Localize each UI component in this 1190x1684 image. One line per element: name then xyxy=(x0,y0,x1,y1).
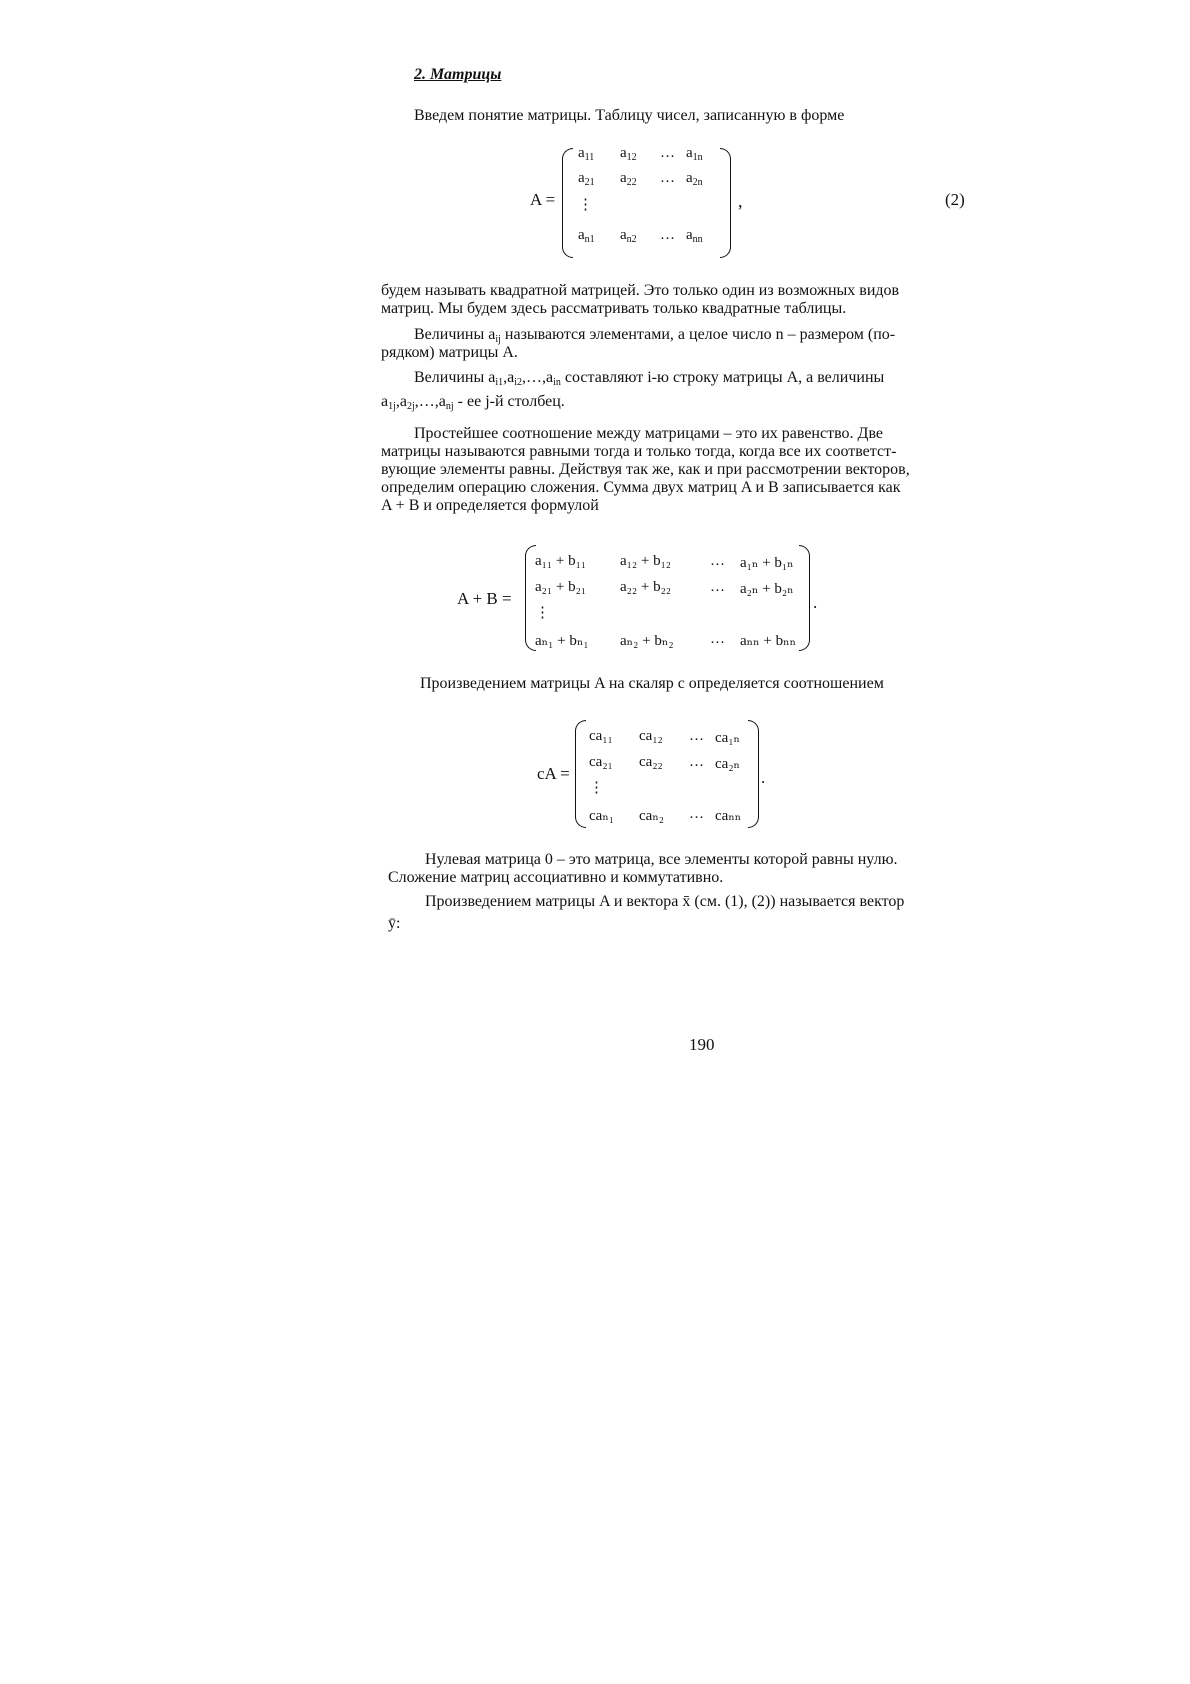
paragraph-6 xyxy=(388,851,993,887)
paragraph-6-line-2: Сложение матриц ассоциативно и коммутативно. xyxy=(388,869,724,886)
paragraph-4 xyxy=(381,425,984,515)
matrix-a-right-bracket xyxy=(720,148,731,258)
matrix-scalar-period: . xyxy=(761,768,766,787)
paragraph-2-text-a: Величины a xyxy=(414,326,496,343)
paragraph-1-line-1: будем называть квадратной матрицей. Это только один из возможных видов xyxy=(381,282,900,299)
matrix-sum-cell: aₙ₁ + bₙ₁ xyxy=(535,633,589,649)
row-elements-expression: $a_{i1},a_{i2},\dots,a_{in}$ xyxy=(488,369,561,388)
matrix-sum-formula xyxy=(455,543,835,655)
matrix-sum-cell: … xyxy=(710,553,725,569)
matrix-sum-cell: a₁₂ + b₁₂ xyxy=(620,553,672,569)
matrix-a-cell: $a_{1n}$ xyxy=(686,145,703,163)
paragraph-4-line-5: A + B и определяется формулой xyxy=(381,497,599,514)
paragraph-7 xyxy=(388,893,993,933)
page-number: 190 xyxy=(689,1035,715,1054)
matrix-sum-cell: aₙₙ + bₙₙ xyxy=(740,633,797,649)
paragraph-5: Произведением матрицы A на скаляр c определяется соотношением xyxy=(420,675,884,692)
matrix-a-cell: $a_{n2}$ xyxy=(620,227,637,245)
paragraph-3 xyxy=(381,369,984,411)
matrix-a-formula xyxy=(520,145,1040,265)
matrix-scalar-formula xyxy=(537,718,797,830)
equation-number: (2) xyxy=(945,190,965,209)
paragraph-1-line-2: матриц. Мы будем здесь рассматривать только квадратные таблицы. xyxy=(381,300,847,317)
matrix-scalar-cell: ca₁₁ xyxy=(589,728,613,744)
paragraph-4-line-2: матрицы называются равными тогда и только тогда, когда все их соответст- xyxy=(381,443,897,460)
matrix-sum-cell: a₂ₙ + b₂ₙ xyxy=(740,581,794,597)
matrix-a-cell: $a_{nn}$ xyxy=(686,227,703,245)
column-elements-expression: $a_{1j},a_{2j},\dots,a_{nj}$ xyxy=(381,393,454,412)
matrix-scalar-right-bracket xyxy=(748,720,759,828)
matrix-scalar-cell: ca₂₁ xyxy=(589,754,613,770)
matrix-sum-label: A + B = xyxy=(457,589,512,608)
matrix-scalar-vdots: ⋮ xyxy=(589,780,604,796)
matrix-sum-period: . xyxy=(813,593,818,612)
matrix-sum-cell: a₁₁ + b₁₁ xyxy=(535,553,587,569)
matrix-scalar-cell: caₙ₂ xyxy=(639,808,665,824)
matrix-scalar-cell: ca₁₂ xyxy=(639,728,663,744)
intro-paragraph: Введем понятие матрицы. Таблицу чисел, записанную в форме xyxy=(414,107,845,124)
paragraph-4-line-1: Простейшее соотношение между матрицами – это их равенство. Две xyxy=(414,425,884,442)
matrix-scalar-label: cA = xyxy=(537,764,570,783)
paragraph-7-line-1: Произведением матрицы A и вектора x̄ (см. (1), (2)) называется вектор xyxy=(425,893,905,910)
paragraph-6-line-1: Нулевая матрица 0 – это матрица, все элементы которой равны нулю. xyxy=(425,851,898,868)
matrix-sum-cell: … xyxy=(710,579,725,595)
paragraph-4-line-4: определим операцию сложения. Сумма двух матриц A и B записывается как xyxy=(381,479,901,496)
paragraph-2 xyxy=(381,326,984,362)
paragraph-4-line-3: вующие элементы равны. Действуя так же, как и при рассмотрении векторов, xyxy=(381,461,910,478)
matrix-a-cell: $a_{21}$ xyxy=(578,170,595,188)
paragraph-3-text-a: Величины xyxy=(414,369,489,386)
matrix-a-left-bracket xyxy=(562,148,573,258)
paragraph-2-text-b: называются элементами, а целое число n – размером (по- xyxy=(500,326,896,343)
matrix-a-cell: $a_{22}$ xyxy=(620,170,637,188)
paragraph-2-line-1 xyxy=(381,326,984,344)
matrix-sum-cell: a₂₂ + b₂₂ xyxy=(620,579,672,595)
matrix-a-vdots: ⋮ xyxy=(578,197,593,213)
matrix-scalar-left-bracket xyxy=(575,720,586,828)
matrix-a-cell: $a_{12}$ xyxy=(620,145,637,163)
matrix-scalar-cell: ca₁ₙ xyxy=(715,730,741,746)
matrix-a-cell: $a_{n1}$ xyxy=(578,227,595,245)
matrix-a-cell: … xyxy=(660,170,675,186)
paragraph-3-text-b: составляют i-ю строку матрицы A, а величины xyxy=(560,369,885,386)
matrix-sum-cell: a₂₁ + b₂₁ xyxy=(535,579,587,595)
paragraph-2-line-2: рядком) матрицы A. xyxy=(381,344,518,361)
matrix-scalar-cell: caₙ₁ xyxy=(589,808,615,824)
matrix-scalar-cell: … xyxy=(689,728,704,744)
matrix-a-label: A = xyxy=(530,190,556,209)
matrix-scalar-cell: caₙₙ xyxy=(715,808,742,824)
paragraph-3-text-c: - ее j-й столбец. xyxy=(453,393,565,410)
paragraph-7-line-2: ȳ: xyxy=(388,915,401,932)
paragraph-3-line-1 xyxy=(381,369,984,387)
matrix-scalar-cell: ca₂ₙ xyxy=(715,756,741,772)
paragraph-1 xyxy=(381,282,984,318)
matrix-a-cell: … xyxy=(660,227,675,243)
matrix-a-cell: $a_{2n}$ xyxy=(686,170,703,188)
matrix-scalar-cell: ca₂₂ xyxy=(639,754,663,770)
matrix-sum-cell: aₙ₂ + bₙ₂ xyxy=(620,633,674,649)
matrix-sum-cell: … xyxy=(710,631,725,647)
matrix-scalar-cell: … xyxy=(689,806,704,822)
matrix-scalar-cell: … xyxy=(689,754,704,770)
matrix-sum-right-bracket xyxy=(799,545,810,651)
paragraph-2-subscript: ij xyxy=(495,334,501,345)
matrix-a-cell: $a_{11}$ xyxy=(578,145,595,163)
matrix-a-cell: … xyxy=(660,145,675,161)
matrix-sum-vdots: ⋮ xyxy=(535,605,550,621)
section-heading: 2. Матрицы xyxy=(414,66,502,83)
matrix-sum-cell: a₁ₙ + b₁ₙ xyxy=(740,555,794,571)
matrix-a-comma: , xyxy=(738,191,743,211)
paragraph-3-line-2 xyxy=(381,393,984,411)
